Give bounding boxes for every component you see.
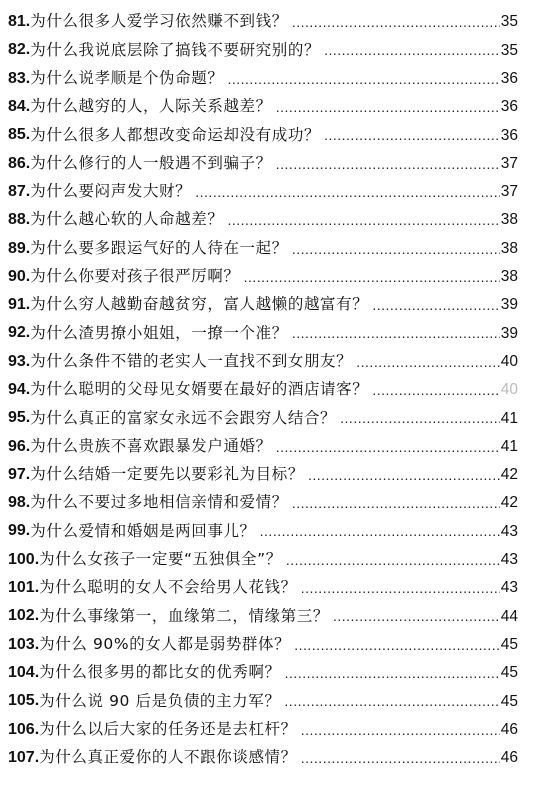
toc-entry-91[interactable] [8,291,518,319]
toc-entry-96[interactable] [8,432,518,460]
entry-page-number: 46 [500,720,518,738]
entry-page-number: 45 [500,664,518,682]
entry-title: 为什么说 90 后是负债的主力军？ [39,691,281,710]
entry-number: 100. [8,550,40,568]
toc-entry-104[interactable] [8,659,518,687]
toc-entry-102[interactable] [8,602,518,630]
entry-page-number: 43 [500,522,518,540]
toc-entry-106[interactable] [8,715,518,743]
toc-entry-95[interactable] [8,404,518,432]
toc-entry-88[interactable] [8,206,518,234]
dot-leader [256,524,500,538]
entry-page-number: 42 [500,466,518,484]
entry-page-number: 39 [500,296,518,314]
entry-number: 82. [8,41,31,59]
entry-title: 为什么事缘第一，血缘第二，情缘第三？ [39,606,329,625]
entry-title: 为什么越心软的人命越差？ [30,210,224,229]
dot-leader [320,43,500,57]
entry-number: 87. [8,182,31,200]
entry-page-number: 41 [500,437,518,455]
dot-leader [297,723,500,737]
entry-number: 101. [8,579,40,597]
dot-leader [297,581,500,595]
entry-number: 84. [8,98,31,116]
dot-leader [288,15,500,29]
entry-page-number: 40 [500,352,518,370]
entry-number: 89. [8,239,31,257]
entry-page-number: 38 [500,268,518,286]
entry-page-number: 40 [500,381,518,399]
dot-leader [288,496,500,510]
dot-leader [329,609,500,623]
entry-title: 为什么以后大家的任务还是去杠杆？ [39,719,297,738]
dot-leader [240,270,500,284]
entry-page-number: 35 [500,13,518,31]
entry-number: 90. [8,267,31,285]
toc-entry-93[interactable] [8,348,518,376]
toc-entry-89[interactable] [8,234,518,262]
toc-entry-85[interactable] [8,121,518,149]
entry-title: 为什么很多男的都比女的优秀啊？ [39,663,281,682]
entry-title: 为什么 90%的女人都是弱势群体？ [39,634,291,653]
entry-title: 为什么很多人爱学习依然赚不到钱？ [30,12,288,31]
entry-title: 为什么聪明的女人不会给男人花钱？ [39,578,297,597]
entry-title: 为什么我说底层除了搞钱不要研究别的？ [30,40,321,59]
entry-page-number: 45 [500,635,518,653]
dot-leader [352,355,500,369]
dot-leader [281,666,500,680]
entry-page-number: 36 [500,126,518,144]
dot-leader [368,383,500,397]
entry-number: 98. [8,494,31,512]
entry-title: 为什么穷人越勤奋越贫穷，富人越懒的越富有？ [30,295,369,314]
toc-entry-87[interactable] [8,178,518,206]
entry-title: 为什么女孩子一定要“五独俱全”？ [39,550,282,569]
entry-title: 为什么你要对孩子很严厉啊？ [30,267,240,286]
entry-number: 83. [8,69,31,87]
entry-title: 为什么聪明的父母见女婿要在最好的酒店请客？ [30,380,369,399]
entry-title: 为什么修行的人一般遇不到骗子？ [30,153,272,172]
table-of-contents [8,8,518,772]
entry-number: 81. [8,13,31,31]
dot-leader [320,128,500,142]
entry-page-number: 35 [500,41,518,59]
toc-entry-105[interactable] [8,687,518,715]
entry-page-number: 42 [500,494,518,512]
toc-entry-84[interactable] [8,93,518,121]
entry-number: 95. [8,409,31,427]
entry-number: 86. [8,154,31,172]
toc-entry-103[interactable] [8,631,518,659]
dot-leader [290,638,500,652]
entry-number: 96. [8,437,31,455]
dot-leader [272,100,500,114]
entry-number: 105. [8,692,40,710]
entry-title: 为什么渣男撩小姐姐，一撩一个准？ [30,323,288,342]
entry-title: 为什么很多人都想改变命运却没有成功？ [30,125,321,144]
toc-entry-99[interactable] [8,517,518,545]
dot-leader [282,553,500,567]
entry-title: 为什么条件不错的老实人一直找不到女朋友？ [30,351,353,370]
entry-number: 97. [8,465,31,483]
toc-entry-94[interactable] [8,376,518,404]
toc-entry-86[interactable] [8,149,518,177]
toc-entry-97[interactable] [8,461,518,489]
entry-number: 99. [8,522,31,540]
entry-title: 为什么真正的富家女永远不会跟穷人结合？ [30,408,337,427]
dot-leader [304,468,500,482]
dot-leader [368,298,500,312]
entry-title: 为什么真正爱你的人不跟你谈感情？ [39,748,297,767]
dot-leader [288,326,500,340]
dot-leader [272,157,500,171]
entry-page-number: 43 [500,551,518,569]
entry-number: 94. [8,381,31,398]
entry-page-number: 46 [500,749,518,767]
dot-leader [223,213,500,227]
entry-page-number: 41 [500,409,518,427]
entry-number: 85. [8,126,31,144]
dot-leader [288,242,500,256]
toc-entry-98[interactable] [8,489,518,517]
entry-number: 102. [8,607,40,625]
dot-leader [280,694,500,708]
entry-number: 93. [8,352,31,370]
entry-page-number: 38 [500,211,518,229]
entry-number: 88. [8,211,31,229]
entry-page-number: 36 [500,69,518,87]
entry-title: 为什么要闷声发大财？ [30,182,192,201]
entry-title: 为什么说孝顺是个伪命题？ [30,68,224,87]
entry-title: 为什么爱情和婚姻是两回事儿？ [30,521,256,540]
dot-leader [223,72,500,86]
dot-leader [191,185,500,199]
entry-page-number: 44 [500,607,518,625]
entry-page-number: 43 [500,579,518,597]
entry-page-number: 37 [500,183,518,201]
toc-entry-107[interactable] [8,744,518,772]
entry-title: 为什么贵族不喜欢跟暴发户通婚？ [30,436,272,455]
dot-leader [297,751,500,765]
entry-number: 106. [8,720,40,738]
entry-title: 为什么越穷的人，人际关系越差？ [30,97,272,116]
entry-number: 104. [8,663,40,681]
toc-entry-81[interactable] [8,8,518,36]
entry-title: 为什么要多跟运气好的人待在一起？ [30,238,288,257]
toc-entry-92[interactable] [8,319,518,347]
entry-page-number: 39 [500,324,518,342]
toc-entry-101[interactable] [8,574,518,602]
entry-page-number: 37 [500,154,518,172]
toc-entry-82[interactable] [8,36,518,64]
toc-entry-83[interactable] [8,65,518,93]
entry-title: 为什么不要过多地相信亲情和爱情？ [30,493,288,512]
entry-page-number: 38 [500,239,518,257]
entry-number: 92. [8,324,31,342]
entry-title: 为什么结婚一定要先以要彩礼为目标？ [30,465,304,484]
dot-leader [272,440,500,454]
entry-page-number: 36 [500,98,518,116]
toc-entry-90[interactable] [8,263,518,291]
entry-number: 103. [8,635,40,653]
entry-page-number: 45 [500,692,518,710]
entry-number: 107. [8,748,40,766]
entry-number: 91. [8,296,31,314]
dot-leader [336,411,500,425]
toc-entry-100[interactable] [8,546,518,574]
